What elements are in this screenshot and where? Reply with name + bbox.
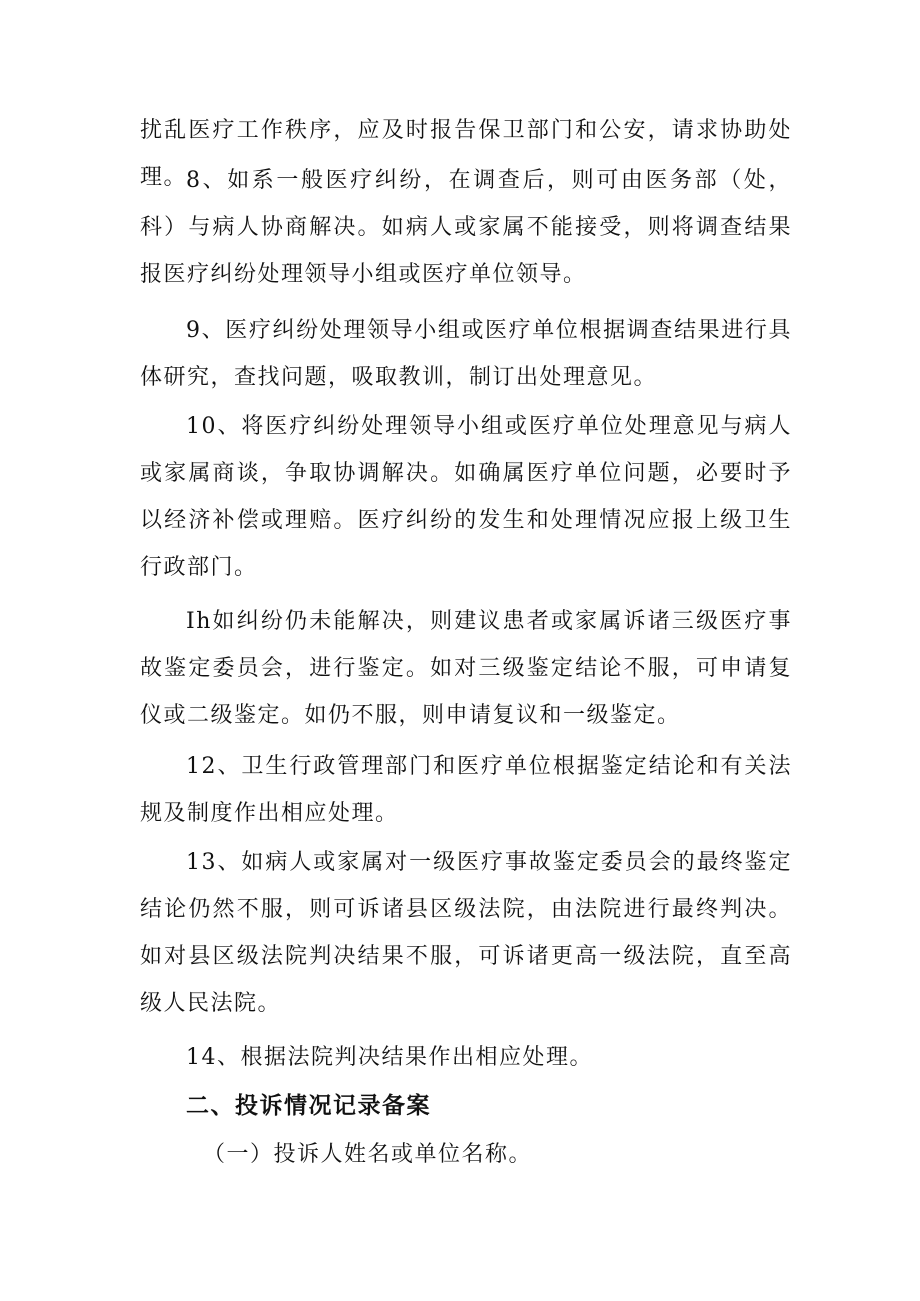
paragraph-continuation: 扰乱医疗工作秩序，应及时报告保卫部门和公安，请求协助处理。 [140, 118, 792, 190]
paragraph-item-9: 9、医疗纠纷处理领导小组或医疗单位根据调查结果进行具体研究，查找问题，吸取教训，制订出处理意见。 [140, 318, 792, 390]
paragraph-item-8: 8、如系一般医疗纠纷，在调查后，则可由医务部（处，科）与病人协商解决。如病人或家属不能接受，则将调查结果报医疗纠纷处理领导小组或医疗单位领导。 [140, 168, 792, 287]
paragraph-item-13: 13、如病人或家属对一级医疗事故鉴定委员会的最终鉴定结论仍然不服，则可诉诸县区级法院，由法院进行最终判决。如对县区级法院判决结果不服，可诉诸更高一级法院，直至高级人民法院。 [140, 850, 792, 1016]
paragraph-item-11: Ih如纠纷仍未能解决，则建议患者或家属诉诸三级医疗事故鉴定委员会，进行鉴定。如对三级鉴定结论不服，可申请复仪或二级鉴定。如仍不服，则申请复议和一级鉴定。 [140, 609, 792, 728]
section-heading: 二、投诉情况记录备案 [186, 1093, 431, 1119]
paragraph-item-12: 12、卫生行政管理部门和医疗单位根据鉴定结论和有关法规及制度作出相应处理。 [140, 754, 792, 826]
paragraph-item-14: 14、根据法院判决结果作出相应处理。 [186, 1045, 593, 1070]
sub-item: （一）投诉人姓名或单位名称。 [203, 1142, 533, 1167]
paragraph-item-10: 10、将医疗纠纷处理领导小组或医疗单位处理意见与病人或家属商谈，争取协调解决。如确属医疗单位问题，必要时予以经济补偿或理赔。医疗纠纷的发生和处理情况应报上级卫生行政部门。 [140, 414, 792, 580]
